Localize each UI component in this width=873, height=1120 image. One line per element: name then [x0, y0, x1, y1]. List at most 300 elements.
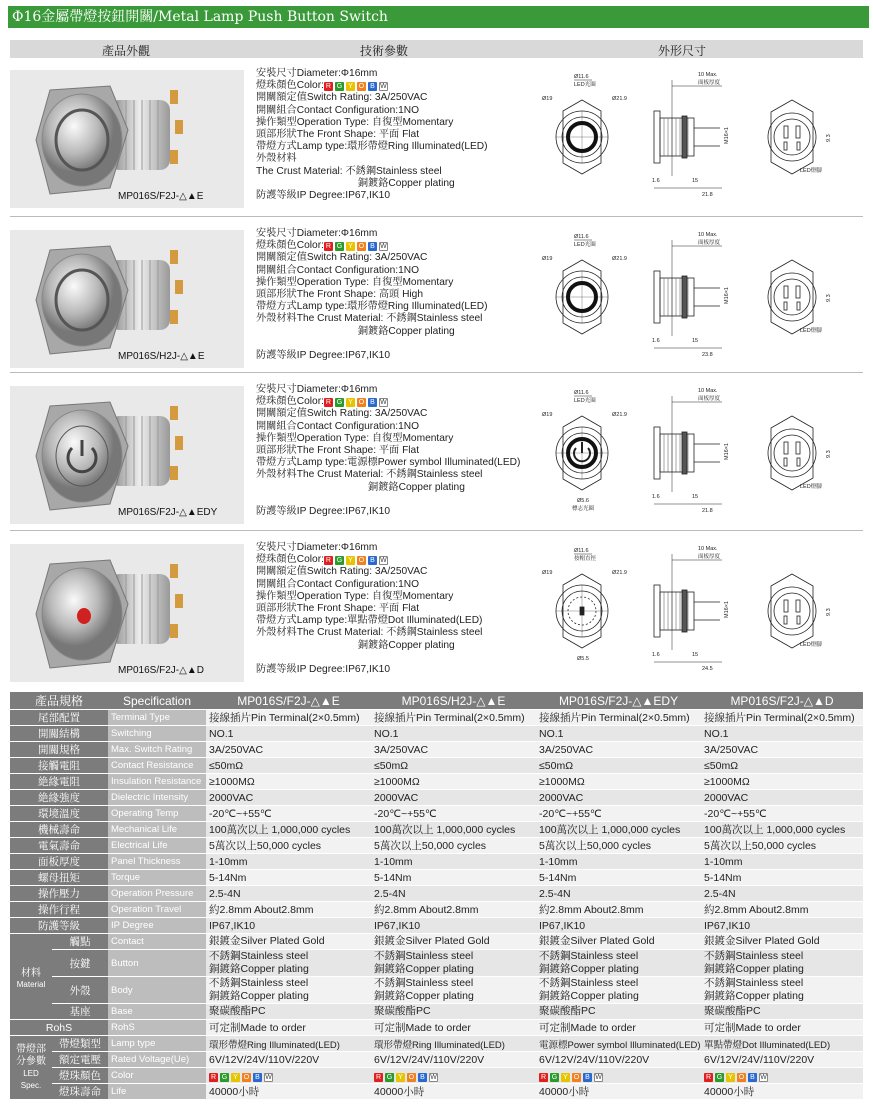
front-view: [556, 260, 608, 334]
table-cell: ≤50mΩ: [206, 758, 371, 774]
table-cell: 銀鍍金Silver Plated Gold: [701, 934, 863, 950]
dim-panel: 面板厚度: [698, 396, 721, 402]
color-swatch-Y: Y: [346, 82, 355, 91]
row-label-en: Terminal Type: [108, 710, 206, 726]
header-appearance: 產品外觀: [102, 44, 151, 58]
dim-diameter-a: Ø11.6: [574, 548, 589, 554]
table-row: [10, 1020, 863, 1036]
dim-g: 1.6: [652, 494, 660, 500]
product-block: [10, 378, 863, 526]
table-cell: 2.5-4N: [371, 886, 536, 902]
dim-led-pin: LED燈腳: [800, 168, 822, 174]
dim-panel: 面板厚度: [698, 80, 721, 86]
product-model: MP016S/F2J-△▲D: [118, 665, 204, 676]
table-cell: 接線插片Pin Terminal(2×0.5mm): [206, 710, 371, 726]
table-row: [10, 870, 863, 886]
color-swatch-G: G: [551, 1073, 558, 1081]
dim-diameter-c: Ø19: [542, 412, 553, 418]
rear-view: [768, 260, 816, 334]
table-cell: IP67,IK10: [701, 918, 863, 934]
dim-thread: M16×1: [724, 287, 730, 304]
dim-h: 15: [692, 178, 699, 184]
color-options: [324, 396, 390, 407]
dim-h: 15: [692, 652, 699, 658]
color-swatch-Y: Y: [231, 1073, 240, 1082]
table-cell: 不銹鋼Stainless steel 銅鍍鉻Copper plating: [536, 950, 701, 977]
spec-line: 防護等級IP Degree:IP67,IK10: [256, 506, 391, 518]
table-cell: 電源標Power symbol Illuminated(LED): [536, 1036, 701, 1052]
color-swatch-O: O: [738, 1073, 745, 1081]
product-specs: [256, 228, 546, 362]
color-swatch-O: O: [358, 557, 365, 565]
spec-line: 防護等級IP Degree:IP67,IK10: [256, 350, 391, 362]
table-cell: 6V/12V/24V/110V/220V: [701, 1052, 863, 1068]
table-cell: 不銹鋼Stainless steel 銅鍍鉻Copper plating: [701, 950, 863, 977]
color-swatch-R: R: [705, 1073, 712, 1081]
dim-total: 21.8: [702, 508, 713, 514]
spec-line: 操作類型Operation Type: 自復型Momentary: [256, 116, 454, 128]
table-cell: ≤50mΩ: [536, 758, 701, 774]
table-cell: -20℃~+55℃: [536, 806, 701, 822]
spec-line: 燈珠顏色Color: R G Y O B W: [256, 396, 546, 408]
table-cell: 3A/250VAC: [536, 742, 701, 758]
table-cell: 不銹鋼Stainless steel 銅鍍鉻Copper plating: [701, 977, 863, 1004]
product-specs: [256, 542, 546, 676]
color-swatch-W: W: [595, 1073, 602, 1081]
dim-g: 1.6: [652, 652, 660, 658]
table-cell: 不銹鋼Stainless steel 銅鍍鉻Copper plating: [206, 977, 371, 1004]
spec-line: 帶燈方式Lamp type:單點帶燈Dot Illuminated(LED): [256, 615, 483, 627]
table-cell: 可定制Made to order: [536, 1020, 701, 1036]
spec-line: 外殼材料: [256, 153, 297, 165]
color-options: [539, 1070, 605, 1082]
material-label: 材料: [21, 967, 41, 979]
table-cell: 6V/12V/24V/110V/220V: [206, 1052, 371, 1068]
spec-line: 防護等級IP Degree:IP67,IK10: [256, 664, 391, 676]
color-swatch-W: W: [430, 1073, 437, 1081]
color-cell: [536, 1068, 701, 1084]
table-cell: 100萬次以上 1,000,000 cycles: [371, 822, 536, 838]
dim-note-b: LED光圈: [574, 242, 596, 248]
dim-total: 21.8: [702, 192, 713, 198]
dim-h: 15: [692, 338, 699, 344]
dim-diameter-a: Ø11.6: [574, 234, 589, 240]
color-swatch-G: G: [336, 557, 343, 565]
dim-total: 23.8: [702, 352, 713, 358]
table-cell: 環形帶燈Ring Illuminated(LED): [206, 1036, 371, 1052]
product-block: [10, 536, 863, 684]
spec-line: 燈珠顏色Color: R G Y O B W: [256, 554, 546, 566]
dim-k: 9.3: [826, 608, 832, 616]
spec-line: 銅鍍鉻Copper plating: [256, 481, 465, 493]
spec-line: 外殼材料The Crust Material: 不銹鋼Stainless steel: [256, 469, 483, 481]
row-label-en: Body: [108, 977, 206, 1004]
row-label-zh: 燈珠顏色: [52, 1068, 108, 1084]
dim-max: 10 Max.: [698, 232, 718, 238]
spec-line: 頭部形狀The Front Shape: 平面 Flat: [256, 129, 420, 141]
product-block: [10, 222, 863, 370]
spec-line: 開關組合Contact Configuration:1NO: [256, 578, 420, 590]
rear-view: [768, 574, 816, 648]
table-cell: 40000小時: [206, 1084, 371, 1100]
product-model: MP016S/H2J-△▲E: [118, 351, 205, 362]
row-label-zh: RohS: [10, 1020, 108, 1036]
divider: [10, 216, 863, 217]
spec-line: 操作類型Operation Type: 自復型Momentary: [256, 276, 454, 288]
color-swatch-W: W: [760, 1073, 767, 1081]
dim-diameter-m: Ø5.6: [577, 498, 589, 504]
spec-line: 開關額定值Switch Rating: 3A/250VAC: [256, 408, 428, 420]
row-label-en: RohS: [108, 1020, 206, 1036]
row-label-en: Operating Temp: [108, 806, 206, 822]
table-cell: 2000VAC: [701, 790, 863, 806]
spec-line: 操作類型Operation Type: 自復型Momentary: [256, 432, 454, 444]
table-cell: 聚碳酸酯PC: [371, 1004, 536, 1020]
dim-diameter-d: Ø21.9: [612, 570, 627, 576]
spec-line: 安裝尺寸Diameter:Φ16mm: [256, 68, 378, 79]
column-headers: [10, 40, 863, 58]
table-cell: 5萬次以上50,000 cycles: [371, 838, 536, 854]
product-photo: [10, 386, 244, 524]
dim-diameter-a: Ø11.6: [574, 74, 589, 80]
row-label-zh: 額定電壓: [52, 1052, 108, 1068]
spec-line: 開關組合Contact Configuration:1NO: [256, 264, 420, 276]
table-cell: 接線插片Pin Terminal(2×0.5mm): [701, 710, 863, 726]
table-cell: 5-14Nm: [536, 870, 701, 886]
dim-total: 24.5: [702, 666, 713, 672]
table-cell: 銀鍍金Silver Plated Gold: [206, 934, 371, 950]
table-cell: 1-10mm: [206, 854, 371, 870]
table-cell: 1-10mm: [701, 854, 863, 870]
row-label-zh: 按鍵: [52, 950, 108, 977]
color-swatch-B: B: [253, 1073, 262, 1082]
table-row: [10, 1036, 863, 1052]
color-swatch-O: O: [358, 243, 365, 251]
color-swatch-G: G: [386, 1073, 393, 1081]
color-swatch-O: O: [358, 399, 365, 407]
led-label: 帶燈部分參數: [16, 1043, 46, 1067]
table-cell: NO.1: [371, 726, 536, 742]
spec-line: 頭部形狀The Front Shape: 高頭 High: [256, 289, 424, 301]
spec-line: 帶燈方式Lamp type:電源標Power symbol Illuminated(LED): [256, 457, 521, 469]
side-view: [654, 80, 720, 176]
spec-line: 帶燈方式Lamp type:環形帶燈Ring Illuminated(LED): [256, 141, 488, 153]
spec-line: [256, 338, 546, 350]
divider: [10, 372, 863, 373]
color-swatch-R: R: [210, 1073, 217, 1081]
dim-led-pin: LED燈腳: [800, 328, 822, 334]
color-swatch-W: W: [380, 399, 387, 407]
product-model: MP016S/F2J-△▲E: [118, 191, 204, 202]
row-label-zh: 絶緣強度: [10, 790, 108, 806]
row-label-en: Color: [108, 1068, 206, 1084]
color-swatch-O: O: [408, 1073, 415, 1081]
header-dimensions: 外形尺寸: [658, 44, 707, 58]
table-cell: 2.5-4N: [536, 886, 701, 902]
table-row: [10, 886, 863, 902]
table-cell: 單點帶燈Dot Illuminated(LED): [701, 1036, 863, 1052]
table-cell: 可定制Made to order: [371, 1020, 536, 1036]
table-cell: 5萬次以上50,000 cycles: [701, 838, 863, 854]
table-row: [10, 854, 863, 870]
dim-diameter-c: Ø19: [542, 256, 553, 262]
table-cell: 接線插片Pin Terminal(2×0.5mm): [536, 710, 701, 726]
table-cell: 接線插片Pin Terminal(2×0.5mm): [371, 710, 536, 726]
color-swatch-W: W: [380, 83, 387, 91]
spec-line: 燈珠顏色Color: R G Y O B W: [256, 240, 546, 252]
page-title: Φ16金屬帶燈按鈕開關/Metal Lamp Push Button Switch: [8, 6, 869, 28]
table-cell: 40000小時: [371, 1084, 536, 1100]
table-cell: 1-10mm: [536, 854, 701, 870]
dim-note-b: LED光圈: [574, 398, 596, 404]
row-label-en: Electrical Life: [108, 838, 206, 854]
front-view: [556, 416, 608, 490]
product-photo: [10, 70, 244, 208]
row-label-zh: 機械壽命: [10, 822, 108, 838]
table-cell: 5-14Nm: [371, 870, 536, 886]
row-label-en: Rated Voltage(Ue): [108, 1052, 206, 1068]
spec-line: 安裝尺寸Diameter:Φ16mm: [256, 384, 378, 395]
table-cell: 3A/250VAC: [701, 742, 863, 758]
row-label-zh: 絶緣電阻: [10, 774, 108, 790]
table-cell: 5-14Nm: [701, 870, 863, 886]
table-cell: 2000VAC: [206, 790, 371, 806]
table-cell: ≥1000MΩ: [536, 774, 701, 790]
spec-table: [10, 692, 863, 1100]
color-swatch-G: G: [336, 243, 343, 251]
color-swatch-R: R: [540, 1073, 547, 1081]
table-cell: 約2.8mm About2.8mm: [206, 902, 371, 918]
table-cell: 6V/12V/24V/110V/220V: [536, 1052, 701, 1068]
table-row: [10, 742, 863, 758]
row-label-en: Base: [108, 1004, 206, 1020]
dim-diameter-c: Ø19: [542, 570, 553, 576]
table-row: [10, 1084, 863, 1100]
side-view: [654, 240, 720, 336]
table-cell: 可定制Made to order: [701, 1020, 863, 1036]
table-cell: 可定制Made to order: [206, 1020, 371, 1036]
spec-line: 安裝尺寸Diameter:Φ16mm: [256, 228, 378, 239]
table-cell: 100萬次以上 1,000,000 cycles: [536, 822, 701, 838]
table-header-model: MP016S/H2J-△▲E: [371, 692, 536, 710]
table-cell: 約2.8mm About2.8mm: [536, 902, 701, 918]
table-cell: 6V/12V/24V/110V/220V: [371, 1052, 536, 1068]
color-swatch-Y: Y: [561, 1073, 570, 1082]
dim-panel: 面板厚度: [698, 240, 721, 246]
row-label-zh: 電氣壽命: [10, 838, 108, 854]
row-label-zh: 接觸電阻: [10, 758, 108, 774]
color-swatch-O: O: [573, 1073, 580, 1081]
side-view: [654, 554, 720, 650]
dim-max: 10 Max.: [698, 388, 718, 394]
divider: [10, 530, 863, 531]
color-options: [324, 240, 390, 251]
table-row: [10, 710, 863, 726]
color-swatch-Y: Y: [346, 398, 355, 407]
front-view: [556, 574, 608, 648]
spec-line: 開關額定值Switch Rating: 3A/250VAC: [256, 92, 428, 104]
color-swatch-Y: Y: [346, 556, 355, 565]
color-options: [324, 80, 390, 91]
table-cell: 3A/250VAC: [371, 742, 536, 758]
row-label-en: Max. Switch Rating: [108, 742, 206, 758]
color-swatch-W: W: [380, 557, 387, 565]
row-label-en: Operation Travel: [108, 902, 206, 918]
dim-h: 15: [692, 494, 699, 500]
row-label-zh: 螺母扭矩: [10, 870, 108, 886]
dim-diameter-d: Ø21.9: [612, 256, 627, 262]
table-cell: ≥1000MΩ: [371, 774, 536, 790]
table-header-model: MP016S/F2J-△▲D: [701, 692, 863, 710]
table-cell: 40000小時: [536, 1084, 701, 1100]
table-header-spec-zh: 產品規格: [10, 692, 108, 710]
dim-diameter-d: Ø21.9: [612, 96, 627, 102]
rear-view: [768, 100, 816, 174]
product-model: MP016S/F2J-△▲EDY: [118, 507, 218, 518]
table-cell: 5萬次以上50,000 cycles: [206, 838, 371, 854]
dim-panel: 面板厚度: [698, 554, 721, 560]
material-group-label: [10, 934, 52, 1020]
row-label-en: Switching: [108, 726, 206, 742]
dim-diameter-m: Ø5.5: [577, 656, 589, 662]
table-row: [10, 934, 863, 950]
header-specs: 技術參數: [360, 44, 409, 58]
spec-line: 銅鍍鉻Copper plating: [256, 177, 455, 189]
dimension-drawing: [522, 66, 862, 206]
table-cell: 2000VAC: [371, 790, 536, 806]
table-header-model: MP016S/F2J-△▲E: [206, 692, 371, 710]
table-row: [10, 774, 863, 790]
row-label-en: Torque: [108, 870, 206, 886]
row-label-zh: 操作行程: [10, 902, 108, 918]
table-cell: 環形帶燈Ring Illuminated(LED): [371, 1036, 536, 1052]
row-label-zh: 帶燈類型: [52, 1036, 108, 1052]
row-label-en: Mechanical Life: [108, 822, 206, 838]
table-row: [10, 806, 863, 822]
table-row: [10, 918, 863, 934]
row-label-zh: 開關結構: [10, 726, 108, 742]
table-row: [10, 950, 863, 977]
color-swatch-Y: Y: [346, 242, 355, 251]
table-cell: 1-10mm: [371, 854, 536, 870]
row-label-zh: 面板厚度: [10, 854, 108, 870]
row-label-zh: 操作壓力: [10, 886, 108, 902]
table-cell: 5萬次以上50,000 cycles: [536, 838, 701, 854]
dimension-drawing: [522, 540, 862, 680]
table-cell: NO.1: [536, 726, 701, 742]
row-label-zh: 外殼: [52, 977, 108, 1004]
table-cell: 聚碳酸酯PC: [701, 1004, 863, 1020]
table-row: [10, 902, 863, 918]
row-label-zh: 開關規格: [10, 742, 108, 758]
table-cell: 100萬次以上 1,000,000 cycles: [206, 822, 371, 838]
table-cell: 2.5-4N: [701, 886, 863, 902]
table-cell: 2.5-4N: [206, 886, 371, 902]
color-swatch-B: B: [368, 398, 377, 407]
color-swatch-O: O: [358, 83, 365, 91]
row-label-zh: 觸點: [52, 934, 108, 950]
dim-note-b: 按帽直徑: [574, 556, 597, 562]
table-cell: 不銹鋼Stainless steel 銅鍍鉻Copper plating: [371, 977, 536, 1004]
color-swatch-G: G: [716, 1073, 723, 1081]
dim-led-pin: LED燈腳: [800, 642, 822, 648]
color-swatch-G: G: [336, 399, 343, 407]
color-swatch-G: G: [336, 83, 343, 91]
table-header-spec-en: Specification: [108, 692, 206, 710]
led-group-label: [10, 1036, 52, 1100]
spec-line: 安裝尺寸Diameter:Φ16mm: [256, 542, 378, 553]
spec-line: 銅鍍鉻Copper plating: [256, 639, 455, 651]
dim-thread: M16×1: [724, 601, 730, 618]
table-cell: IP67,IK10: [206, 918, 371, 934]
row-label-en: Panel Thickness: [108, 854, 206, 870]
dim-diameter-c: Ø19: [542, 96, 553, 102]
table-cell: ≥1000MΩ: [701, 774, 863, 790]
table-cell: 銀鍍金Silver Plated Gold: [536, 934, 701, 950]
row-label-zh: 尾部配置: [10, 710, 108, 726]
color-swatch-B: B: [418, 1073, 427, 1082]
table-row: [10, 758, 863, 774]
table-cell: -20℃~+55℃: [371, 806, 536, 822]
color-cell: [701, 1068, 863, 1084]
table-row: [10, 790, 863, 806]
dim-max: 10 Max.: [698, 546, 718, 552]
table-row: [10, 838, 863, 854]
spec-line: 燈珠顏色Color: R G Y O B W: [256, 80, 546, 92]
dimension-drawing: [522, 226, 862, 366]
color-swatch-R: R: [325, 557, 331, 565]
table-cell: 約2.8mm About2.8mm: [371, 902, 536, 918]
color-swatch-B: B: [368, 242, 377, 251]
color-options: [374, 1070, 440, 1082]
row-label-en: Operation Pressure: [108, 886, 206, 902]
table-cell: -20℃~+55℃: [206, 806, 371, 822]
product-specs: [256, 384, 546, 518]
led-label-en: LED Spec.: [20, 1068, 42, 1090]
table-cell: NO.1: [701, 726, 863, 742]
row-label-en: Insulation Resistance: [108, 774, 206, 790]
spec-line: The Crust Material: 不銹鋼Stainless steel: [256, 165, 442, 177]
spec-line: 頭部形狀The Front Shape: 平面 Flat: [256, 603, 420, 615]
color-swatch-Y: Y: [396, 1073, 405, 1082]
table-cell: IP67,IK10: [536, 918, 701, 934]
spec-line: 頭部形狀The Front Shape: 平面 Flat: [256, 445, 420, 457]
color-cell: [206, 1068, 371, 1084]
dimension-drawing: [522, 382, 862, 522]
dim-k: 9.3: [826, 134, 832, 142]
color-swatch-B: B: [368, 556, 377, 565]
table-cell: 聚碳酸酯PC: [536, 1004, 701, 1020]
color-swatch-R: R: [325, 83, 331, 91]
rear-view: [768, 416, 816, 490]
color-options: [324, 554, 390, 565]
table-cell: 5-14Nm: [206, 870, 371, 886]
row-label-en: Life: [108, 1084, 206, 1100]
spec-line: 帶燈方式Lamp type:環形帶燈Ring Illuminated(LED): [256, 301, 488, 313]
material-label-en: Material: [16, 979, 46, 989]
row-label-en: Dielectric Intensity: [108, 790, 206, 806]
color-swatch-R: R: [325, 399, 331, 407]
color-swatch-B: B: [583, 1073, 592, 1082]
spec-line: 開關額定值Switch Rating: 3A/250VAC: [256, 566, 428, 578]
table-cell: 不銹鋼Stainless steel 銅鍍鉻Copper plating: [206, 950, 371, 977]
color-options: [209, 1070, 275, 1082]
color-swatch-O: O: [243, 1073, 250, 1081]
color-swatch-G: G: [221, 1073, 228, 1081]
side-view: [654, 396, 720, 492]
product-block: [10, 62, 863, 210]
spec-line: 外殼材料The Crust Material: 不銹鋼Stainless steel: [256, 627, 483, 639]
